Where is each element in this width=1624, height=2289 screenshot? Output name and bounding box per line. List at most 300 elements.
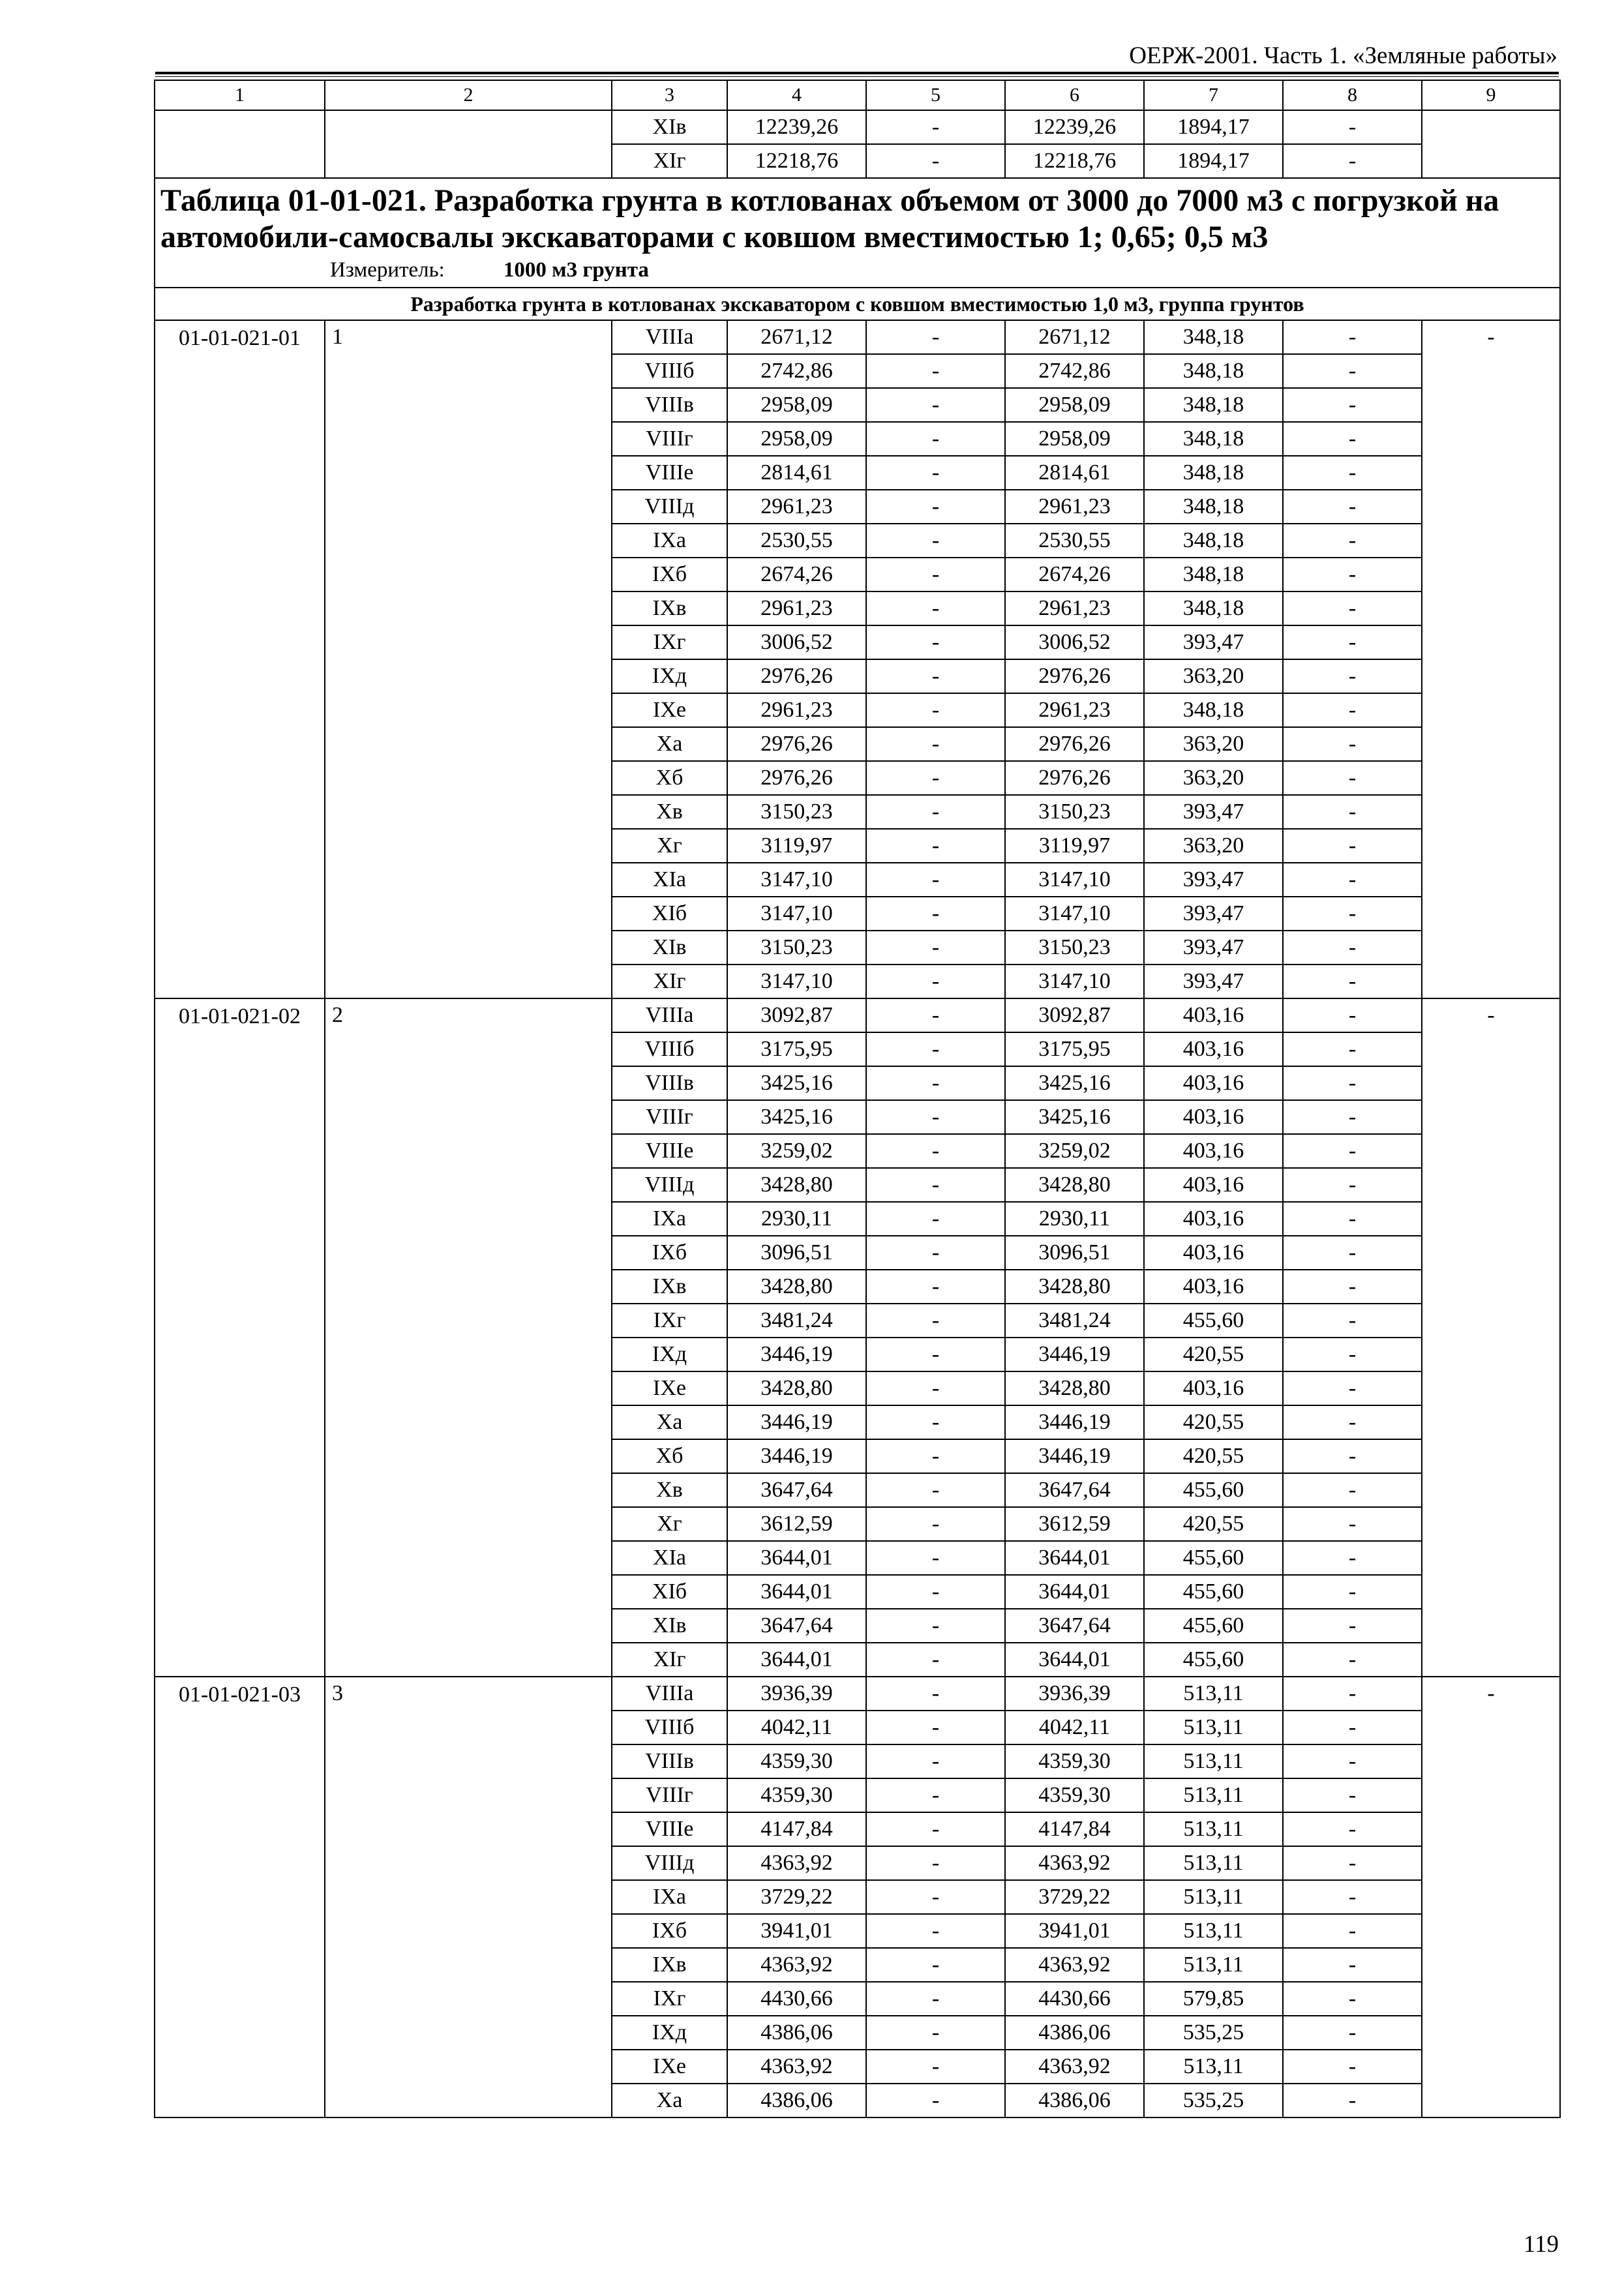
value-cell: 3647,64	[1005, 1609, 1144, 1643]
value-cell: 455,60	[1144, 1473, 1283, 1507]
header-rule-thin	[155, 76, 1559, 77]
value-cell: 2958,09	[727, 388, 866, 422]
value-cell: -	[1283, 320, 1422, 354]
value-cell: 2958,09	[1005, 422, 1144, 456]
value-cell: 3006,52	[1005, 625, 1144, 659]
value-cell: -	[866, 1880, 1005, 1914]
value-cell: 2976,26	[727, 659, 866, 693]
value-cell: 3941,01	[1005, 1914, 1144, 1948]
value-cell: 3729,22	[1005, 1880, 1144, 1914]
value-cell: 513,11	[1144, 1812, 1283, 1846]
value-cell: 2814,61	[1005, 456, 1144, 490]
value-cell: -	[1283, 1405, 1422, 1439]
value-cell: 4386,06	[727, 2016, 866, 2050]
value-cell: 579,85	[1144, 1982, 1283, 2016]
soil-group-cell: IXг	[612, 625, 727, 659]
value-cell: 403,16	[1144, 1168, 1283, 1202]
value-cell: 455,60	[1144, 1643, 1283, 1677]
value-cell: -	[866, 1507, 1005, 1541]
value-cell: 4386,06	[727, 2084, 866, 2117]
value-cell: 3175,95	[1005, 1032, 1144, 1066]
soil-group-cell: IXг	[612, 1304, 727, 1338]
value-cell: -	[1283, 1202, 1422, 1236]
value-cell: 3446,19	[727, 1338, 866, 1371]
value-cell: -	[1283, 998, 1422, 1032]
value-cell: 4363,92	[727, 2050, 866, 2084]
value-cell: 513,11	[1144, 1948, 1283, 1982]
value-cell: 3096,51	[1005, 1236, 1144, 1270]
soil-group-cell: Xа	[612, 2084, 727, 2117]
soil-group-cell: Xв	[612, 795, 727, 829]
value-cell: 403,16	[1144, 1371, 1283, 1405]
table-title: Таблица 01-01-021. Разработка грунта в котлованах объемом от 3000 до 7000 м3 с погрузкой на автомобили-самосвалы экскаваторами с ковшом вместимостью 1; 0,65; 0,5 м3	[160, 183, 1499, 254]
value-cell: 513,11	[1144, 1914, 1283, 1948]
value-cell: 348,18	[1144, 693, 1283, 727]
soil-group-cell: IXе	[612, 693, 727, 727]
value-cell: -	[866, 1744, 1005, 1778]
value-cell: -	[866, 388, 1005, 422]
value-cell: -	[866, 693, 1005, 727]
value-cell: 2961,23	[1005, 693, 1144, 727]
value-cell: 348,18	[1144, 354, 1283, 388]
soil-group-cell: XIв	[612, 931, 727, 965]
subheading-row	[155, 288, 1560, 320]
soil-group-cell: IXг	[612, 1982, 727, 2016]
value-cell: 393,47	[1144, 863, 1283, 897]
value-cell: 3647,64	[727, 1609, 866, 1643]
running-head: ОЕРЖ-2001. Часть 1. «Земляные работы»	[1129, 42, 1557, 69]
soil-group-cell: XIб	[612, 897, 727, 931]
cell: 1894,17	[1144, 144, 1283, 178]
value-cell: 4147,84	[1005, 1812, 1144, 1846]
cell: XIг	[612, 144, 727, 178]
value-cell: 4359,30	[1005, 1744, 1144, 1778]
soil-group-cell: IXб	[612, 1236, 727, 1270]
value-cell: 420,55	[1144, 1439, 1283, 1473]
value-cell: -	[1283, 1846, 1422, 1880]
soil-group-cell: VIIIг	[612, 1100, 727, 1134]
value-cell: 4363,92	[1005, 2050, 1144, 2084]
value-cell: 2961,23	[727, 591, 866, 625]
carry-name-cell	[325, 110, 612, 178]
soil-group-cell: VIIIв	[612, 1744, 727, 1778]
value-cell: -	[866, 931, 1005, 965]
value-cell: -	[866, 897, 1005, 931]
soil-group-cell: IXе	[612, 2050, 727, 2084]
value-cell: -	[866, 1270, 1005, 1304]
soil-group-cell: Xг	[612, 829, 727, 863]
norm-code: 01-01-021-01	[155, 320, 325, 998]
value-cell: -	[1283, 1880, 1422, 1914]
value-cell: 513,11	[1144, 1711, 1283, 1744]
value-cell: 2961,23	[1005, 591, 1144, 625]
cell: -	[866, 110, 1005, 144]
value-cell: 4430,66	[1005, 1982, 1144, 2016]
value-cell: -	[1283, 1134, 1422, 1168]
soil-group-cell: VIIIд	[612, 490, 727, 524]
soil-group-cell: VIIIг	[612, 1778, 727, 1812]
value-cell: -	[866, 1948, 1005, 1982]
value-cell: 2961,23	[727, 693, 866, 727]
soil-group-cell: XIа	[612, 1541, 727, 1575]
value-cell: -	[866, 456, 1005, 490]
value-cell: 513,11	[1144, 1846, 1283, 1880]
value-cell: 3259,02	[727, 1134, 866, 1168]
value-cell: 3644,01	[1005, 1575, 1144, 1609]
value-cell: 363,20	[1144, 761, 1283, 795]
value-cell: 2976,26	[727, 761, 866, 795]
value-cell: -	[1283, 1304, 1422, 1338]
value-cell: 3119,97	[1005, 829, 1144, 863]
value-cell: 3428,80	[1005, 1371, 1144, 1405]
value-cell: 2674,26	[727, 558, 866, 591]
meter-label: Измеритель:	[330, 258, 445, 282]
value-cell: 2930,11	[727, 1202, 866, 1236]
value-cell: -	[1283, 625, 1422, 659]
cell: 1894,17	[1144, 110, 1283, 144]
value-cell: 3259,02	[1005, 1134, 1144, 1168]
value-cell: 403,16	[1144, 1270, 1283, 1304]
value-cell: -	[866, 558, 1005, 591]
value-cell: -	[1283, 456, 1422, 490]
soil-group-cell: IXд	[612, 2016, 727, 2050]
value-cell: 4363,92	[727, 1948, 866, 1982]
soil-group-cell: IXв	[612, 1948, 727, 1982]
value-cell: 3119,97	[727, 829, 866, 863]
value-cell: -	[1283, 965, 1422, 998]
soil-group-cell: VIIIб	[612, 1711, 727, 1744]
value-cell: -	[1283, 558, 1422, 591]
value-cell: 2814,61	[727, 456, 866, 490]
value-cell: 3936,39	[727, 1677, 866, 1711]
soil-group-cell: VIIIе	[612, 456, 727, 490]
value-cell: 3147,10	[1005, 863, 1144, 897]
value-cell: 2671,12	[1005, 320, 1144, 354]
value-cell: 3147,10	[727, 863, 866, 897]
value-cell: 403,16	[1144, 1134, 1283, 1168]
table-title-cell	[155, 178, 1560, 288]
value-cell: -	[866, 490, 1005, 524]
value-cell: 363,20	[1144, 659, 1283, 693]
value-cell: 4363,92	[1005, 1846, 1144, 1880]
value-cell: -	[866, 1677, 1005, 1711]
value-cell: -	[1283, 1066, 1422, 1100]
value-cell: -	[866, 1168, 1005, 1202]
value-cell: -	[1283, 1032, 1422, 1066]
value-cell: 2930,11	[1005, 1202, 1144, 1236]
value-cell: -	[866, 1134, 1005, 1168]
value-cell: 3644,01	[727, 1575, 866, 1609]
value-cell: 535,25	[1144, 2016, 1283, 2050]
value-cell: -	[1283, 1236, 1422, 1270]
soil-group-cell: VIIIд	[612, 1846, 727, 1880]
value-cell: 4386,06	[1005, 2084, 1144, 2117]
value-cell: -	[1283, 795, 1422, 829]
value-cell: -	[866, 422, 1005, 456]
value-cell: -	[1283, 591, 1422, 625]
value-cell: 3006,52	[727, 625, 866, 659]
value-cell: -	[866, 863, 1005, 897]
value-cell: 513,11	[1144, 1880, 1283, 1914]
value-cell: -	[1283, 1643, 1422, 1677]
soil-group-cell: IXд	[612, 659, 727, 693]
value-cell: -	[866, 1100, 1005, 1134]
value-cell: 513,11	[1144, 2050, 1283, 2084]
value-cell: 403,16	[1144, 1100, 1283, 1134]
value-cell: -	[1283, 1609, 1422, 1643]
soil-group-cell: IXв	[612, 1270, 727, 1304]
value-cell: 393,47	[1144, 625, 1283, 659]
soil-group-cell: VIIIд	[612, 1168, 727, 1202]
header-rule	[155, 72, 1559, 74]
soil-group-cell: VIIIб	[612, 1032, 727, 1066]
value-cell: 2742,86	[1005, 354, 1144, 388]
norm-name: 3	[325, 1677, 612, 2117]
norm-code: 01-01-021-03	[155, 1677, 325, 2117]
value-cell: -	[866, 591, 1005, 625]
value-cell: -	[1283, 2016, 1422, 2050]
value-cell: 393,47	[1144, 931, 1283, 965]
soil-group-cell: IXа	[612, 1880, 727, 1914]
table-title-row	[155, 178, 1560, 288]
value-cell: 3729,22	[727, 1880, 866, 1914]
value-cell: -	[1283, 1507, 1422, 1541]
value-cell: -	[1283, 1541, 1422, 1575]
value-cell: -	[866, 1032, 1005, 1066]
value-cell: -	[866, 1236, 1005, 1270]
value-cell: 513,11	[1144, 1744, 1283, 1778]
value-cell: 3428,80	[727, 1270, 866, 1304]
value-cell: 3147,10	[727, 965, 866, 998]
value-cell: -	[866, 2050, 1005, 2084]
value-cell: 2742,86	[727, 354, 866, 388]
value-cell: 2958,09	[1005, 388, 1144, 422]
cell: XIв	[612, 110, 727, 144]
value-cell: 393,47	[1144, 795, 1283, 829]
value-cell: -	[866, 1812, 1005, 1846]
value-cell: -	[1283, 388, 1422, 422]
value-cell: 348,18	[1144, 524, 1283, 558]
value-cell: 4359,30	[1005, 1778, 1144, 1812]
value-cell: -	[866, 727, 1005, 761]
column-number: 2	[325, 80, 612, 110]
value-cell: 4359,30	[727, 1778, 866, 1812]
value-cell: -	[866, 1338, 1005, 1371]
value-cell: 393,47	[1144, 897, 1283, 931]
value-cell: 3092,87	[1005, 998, 1144, 1032]
value-cell: 2958,09	[727, 422, 866, 456]
value-cell: 3150,23	[1005, 931, 1144, 965]
value-cell: -	[866, 1371, 1005, 1405]
value-cell: -	[866, 998, 1005, 1032]
value-cell: -	[866, 829, 1005, 863]
soil-group-cell: VIIIа	[612, 320, 727, 354]
value-cell: 3644,01	[727, 1643, 866, 1677]
value-cell: -	[866, 1473, 1005, 1507]
value-cell: 3481,24	[1005, 1304, 1144, 1338]
value-cell: -	[866, 1609, 1005, 1643]
table-row	[155, 998, 1560, 1032]
value-cell: -	[866, 1846, 1005, 1880]
value-cell: 3150,23	[727, 795, 866, 829]
value-cell: -	[866, 354, 1005, 388]
value-cell: -	[866, 1982, 1005, 2016]
value-cell: -	[866, 795, 1005, 829]
value-cell: 4147,84	[727, 1812, 866, 1846]
value-cell: -	[1283, 693, 1422, 727]
value-cell: 3647,64	[1005, 1473, 1144, 1507]
value-cell: 3425,16	[727, 1100, 866, 1134]
value-cell: 3147,10	[1005, 897, 1144, 931]
value-cell: 455,60	[1144, 1541, 1283, 1575]
value-cell: 3425,16	[1005, 1066, 1144, 1100]
value-cell: 3644,01	[1005, 1643, 1144, 1677]
value-cell: 4042,11	[727, 1711, 866, 1744]
soil-group-cell: VIIIв	[612, 388, 727, 422]
page-number: 119	[1523, 2231, 1559, 2258]
norms-table	[154, 80, 1561, 2118]
soil-group-cell: XIв	[612, 1609, 727, 1643]
value-cell: -	[1283, 1338, 1422, 1371]
value-cell: 3644,01	[1005, 1541, 1144, 1575]
value-cell: -	[1283, 829, 1422, 863]
value-cell: 363,20	[1144, 727, 1283, 761]
cell: 12218,76	[727, 144, 866, 178]
soil-group-cell: XIб	[612, 1575, 727, 1609]
value-cell: 3446,19	[727, 1405, 866, 1439]
value-cell: -	[1283, 1473, 1422, 1507]
cell: 12239,26	[727, 110, 866, 144]
value-cell: 4042,11	[1005, 1711, 1144, 1744]
value-cell: 3147,10	[1005, 965, 1144, 998]
value-cell: -	[1283, 1812, 1422, 1846]
value-cell: -	[866, 1405, 1005, 1439]
value-cell: 3150,23	[1005, 795, 1144, 829]
value-cell: 3644,01	[727, 1541, 866, 1575]
soil-group-cell: Xа	[612, 1405, 727, 1439]
value-cell: 348,18	[1144, 422, 1283, 456]
value-cell: 455,60	[1144, 1609, 1283, 1643]
soil-group-cell: IXа	[612, 524, 727, 558]
soil-group-cell: IXв	[612, 591, 727, 625]
value-cell: 3147,10	[727, 897, 866, 931]
soil-group-cell: Xв	[612, 1473, 727, 1507]
cell: -	[1283, 144, 1422, 178]
value-cell: 3446,19	[727, 1439, 866, 1473]
soil-group-cell: Xб	[612, 761, 727, 795]
value-cell: 4386,06	[1005, 2016, 1144, 2050]
value-cell: 348,18	[1144, 320, 1283, 354]
value-cell: 348,18	[1144, 388, 1283, 422]
value-cell: 3428,80	[1005, 1270, 1144, 1304]
cell: 12239,26	[1005, 110, 1144, 144]
column-number: 4	[727, 80, 866, 110]
value-cell: 420,55	[1144, 1405, 1283, 1439]
column-number: 7	[1144, 80, 1283, 110]
soil-group-cell: XIг	[612, 1643, 727, 1677]
value-cell: -	[1283, 1711, 1422, 1744]
value-cell: -	[866, 1202, 1005, 1236]
cell: 12218,76	[1005, 144, 1144, 178]
value-cell: 3612,59	[727, 1507, 866, 1541]
value-cell: 2671,12	[727, 320, 866, 354]
value-cell: -	[1283, 524, 1422, 558]
value-cell: -	[866, 2084, 1005, 2117]
norm-name: 2	[325, 998, 612, 1677]
column-number: 9	[1422, 80, 1560, 110]
soil-group-cell: Xб	[612, 1439, 727, 1473]
value-cell: -	[1283, 1948, 1422, 1982]
soil-group-cell: IXд	[612, 1338, 727, 1371]
soil-group-cell: XIа	[612, 863, 727, 897]
value-cell: 2674,26	[1005, 558, 1144, 591]
soil-group-cell: IXб	[612, 1914, 727, 1948]
value-cell: -	[1283, 761, 1422, 795]
meter-line	[160, 256, 1554, 284]
value-cell: -	[866, 1643, 1005, 1677]
value-cell: 3936,39	[1005, 1677, 1144, 1711]
value-cell: -	[866, 1541, 1005, 1575]
norm-code: 01-01-021-02	[155, 998, 325, 1677]
value-cell: 535,25	[1144, 2084, 1283, 2117]
soil-group-cell: IXа	[612, 1202, 727, 1236]
value-cell: -	[1283, 727, 1422, 761]
value-cell: 4363,92	[727, 1846, 866, 1880]
value-cell: -	[1283, 931, 1422, 965]
column-number: 1	[155, 80, 325, 110]
soil-group-cell: VIIIа	[612, 1677, 727, 1711]
value-cell: -	[866, 2016, 1005, 2050]
column-number: 5	[866, 80, 1005, 110]
column-number: 3	[612, 80, 727, 110]
value-cell: 420,55	[1144, 1338, 1283, 1371]
value-cell: 403,16	[1144, 1202, 1283, 1236]
norm-name: 1	[325, 320, 612, 998]
value-cell: -	[1283, 1914, 1422, 1948]
value-cell: -	[866, 1439, 1005, 1473]
value-cell: 513,11	[1144, 1778, 1283, 1812]
cell: -	[866, 144, 1005, 178]
value-cell: 3481,24	[727, 1304, 866, 1338]
value-cell: -	[1283, 422, 1422, 456]
value-cell: -	[866, 524, 1005, 558]
soil-group-cell: VIIIе	[612, 1812, 727, 1846]
value-cell: -	[866, 1778, 1005, 1812]
meter-unit: 1000 м3 грунта	[503, 258, 649, 282]
value-cell: 403,16	[1144, 1236, 1283, 1270]
soil-group-cell: VIIIа	[612, 998, 727, 1032]
soil-group-cell: IXб	[612, 558, 727, 591]
value-cell: 2976,26	[1005, 727, 1144, 761]
value-cell: 2976,26	[1005, 659, 1144, 693]
value-cell: -	[1283, 1100, 1422, 1134]
soil-group-cell: XIг	[612, 965, 727, 998]
value-cell: 3096,51	[727, 1236, 866, 1270]
value-cell: -	[1283, 490, 1422, 524]
value-cell: 4430,66	[727, 1982, 866, 2016]
soil-group-cell: VIIIг	[612, 422, 727, 456]
value-cell: -	[866, 1066, 1005, 1100]
table-row	[155, 1677, 1560, 1711]
value-cell: -	[866, 659, 1005, 693]
value-cell: 513,11	[1144, 1677, 1283, 1711]
value-cell: -	[866, 1575, 1005, 1609]
value-cell: -	[866, 1914, 1005, 1948]
value-cell: -	[866, 1304, 1005, 1338]
value-cell: -	[866, 625, 1005, 659]
value-cell: 455,60	[1144, 1575, 1283, 1609]
carry-col9-cell	[1422, 110, 1560, 178]
